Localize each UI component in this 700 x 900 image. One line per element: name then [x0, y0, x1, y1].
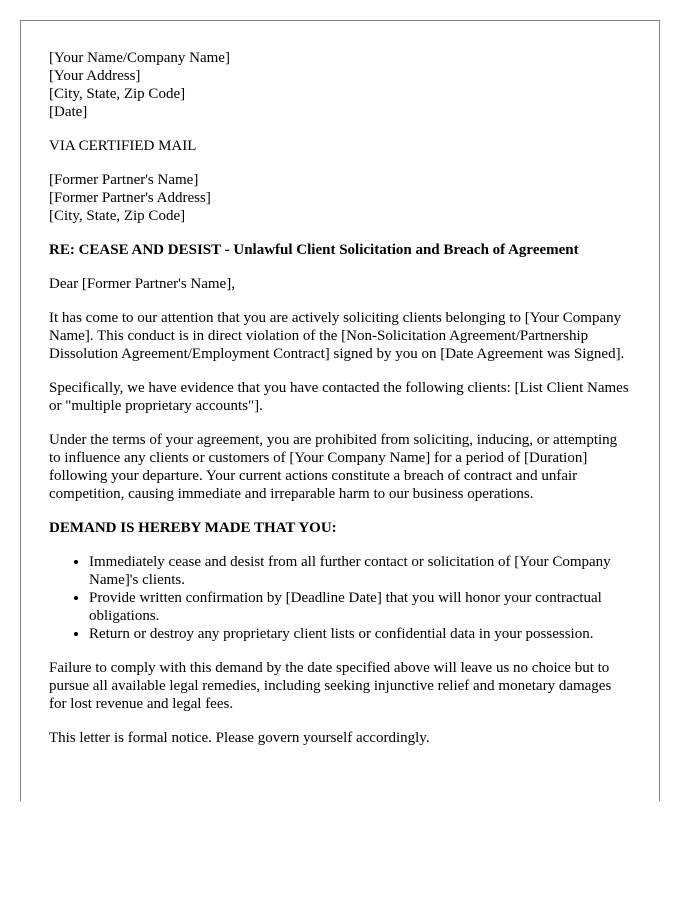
demand-item: • Immediately cease and desist from all further contact or solicitation of [Your Company Name]'s clients. — [89, 553, 631, 589]
body-paragraph: Under the terms of your agreement, you are prohibited from soliciting, inducing, or attempting to influence any clients or customers of [Your Company Name] for a period of [Duration] following your departure. Your current actions constitute a breach of contract and unfair competition, causing immediate and irreparable harm to our business operations. — [49, 432, 618, 502]
recipient-address: [Former Partner's Address] — [49, 190, 211, 206]
body-paragraph: It has come to our attention that you are actively soliciting clients belonging to [Your Company Name]. This conduct is in direct violation of the [Non-Solicitation Agreement/Partnership Dissolution Agreement/Employment Contract] signed by you on [Date Agreement was Signed]. — [49, 310, 625, 362]
sender-address: [Your Address] — [49, 68, 141, 84]
letter-page — [20, 20, 660, 801]
sender-city-state-zip: [City, State, Zip Code] — [49, 86, 186, 102]
delivery-method: VIA CERTIFIED MAIL — [49, 138, 197, 154]
closing-paragraph: This letter is formal notice. Please govern yourself accordingly. — [49, 730, 430, 746]
letter-date: [Date] — [49, 104, 88, 120]
recipient-block — [49, 171, 631, 225]
sender-name: [Your Name/Company Name] — [49, 50, 230, 66]
sender-block — [49, 49, 631, 121]
closing-paragraph: Failure to comply with this demand by the date specified above will leave us no choice but to pursue all available legal remedies, including seeking injunctive relief and monetary damages for lost revenue and legal fees. — [49, 660, 612, 712]
body-paragraph: Specifically, we have evidence that you have contacted the following clients: [List Client Names or "multiple proprietary accounts"]. — [49, 380, 629, 414]
subject-line: RE: CEASE AND DESIST - Unlawful Client Solicitation and Breach of Agreement — [49, 242, 579, 258]
demand-item: • Provide written confirmation by [Deadline Date] that you will honor your contractual obligations. — [89, 589, 631, 625]
recipient-city-state-zip: [City, State, Zip Code] — [49, 208, 186, 224]
recipient-name: [Former Partner's Name] — [49, 172, 199, 188]
demand-list — [49, 553, 631, 643]
salutation: Dear [Former Partner's Name], — [49, 276, 235, 292]
demand-item: • Return or destroy any proprietary client lists or confidential data in your possession. — [89, 625, 631, 643]
demand-heading: DEMAND IS HEREBY MADE THAT YOU: — [49, 520, 337, 536]
